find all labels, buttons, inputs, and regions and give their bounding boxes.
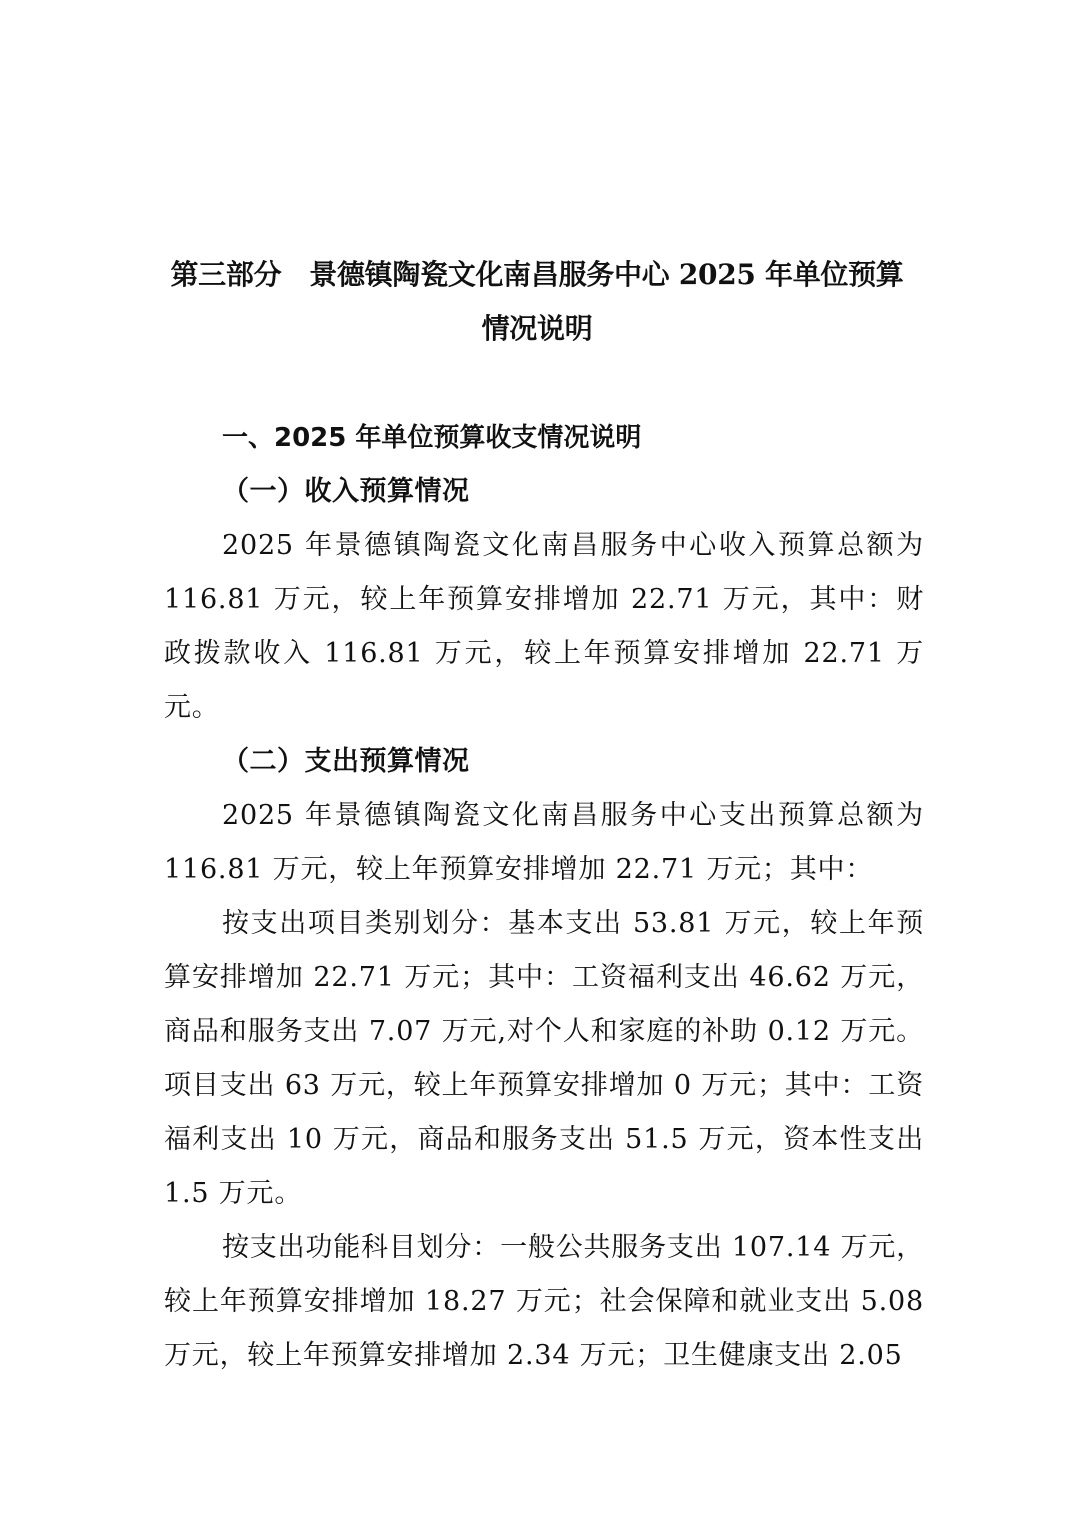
title-main-text: 景德镇陶瓷文化南昌服务中心 2025 年单位预算 xyxy=(309,258,904,291)
by-category-paragraph: 按支出项目类别划分：基本支出 53.81 万元，较上年预算安排增加 22.71 万元；其中：工资福利支出 46.62 万元，商品和服务支出 7.07 万元,对个人和家庭的补助 0.12 万元。项目支出 63 万元，较上年预算安排增加 0 万元；其中：工资福利支出 10 万元，商品和服务支出 51.5 万元，资本性支出 1.5 万元。 xyxy=(164,908,924,1209)
title-line-2: 情况说明 xyxy=(481,312,593,345)
document-title xyxy=(150,248,924,356)
expense-subheading: （二）支出预算情况 xyxy=(222,746,470,777)
expense-paragraph: 2025 年景德镇陶瓷文化南昌服务中心支出预算总额为116.81 万元，较上年预算安排增加 22.71 万元；其中： xyxy=(164,800,924,885)
section-heading: 一、2025 年单位预算收支情况说明 xyxy=(222,423,642,453)
title-part-label: 第三部分 xyxy=(170,258,282,291)
document-body xyxy=(164,411,924,1383)
income-subheading: （一）收入预算情况 xyxy=(222,476,470,507)
title-line-1 xyxy=(150,248,924,302)
income-paragraph: 2025 年景德镇陶瓷文化南昌服务中心收入预算总额为116.81 万元，较上年预算安排增加 22.71 万元，其中：财政拨款收入 116.81 万元，较上年预算安排增加 22.71 万元。 xyxy=(164,530,924,723)
by-function-paragraph: 按支出功能科目划分：一般公共服务支出 107.14 万元，较上年预算安排增加 18.27 万元；社会保障和就业支出 5.08 万元，较上年预算安排增加 2.34 万元；卫生健康支出 2.05 xyxy=(164,1232,924,1371)
